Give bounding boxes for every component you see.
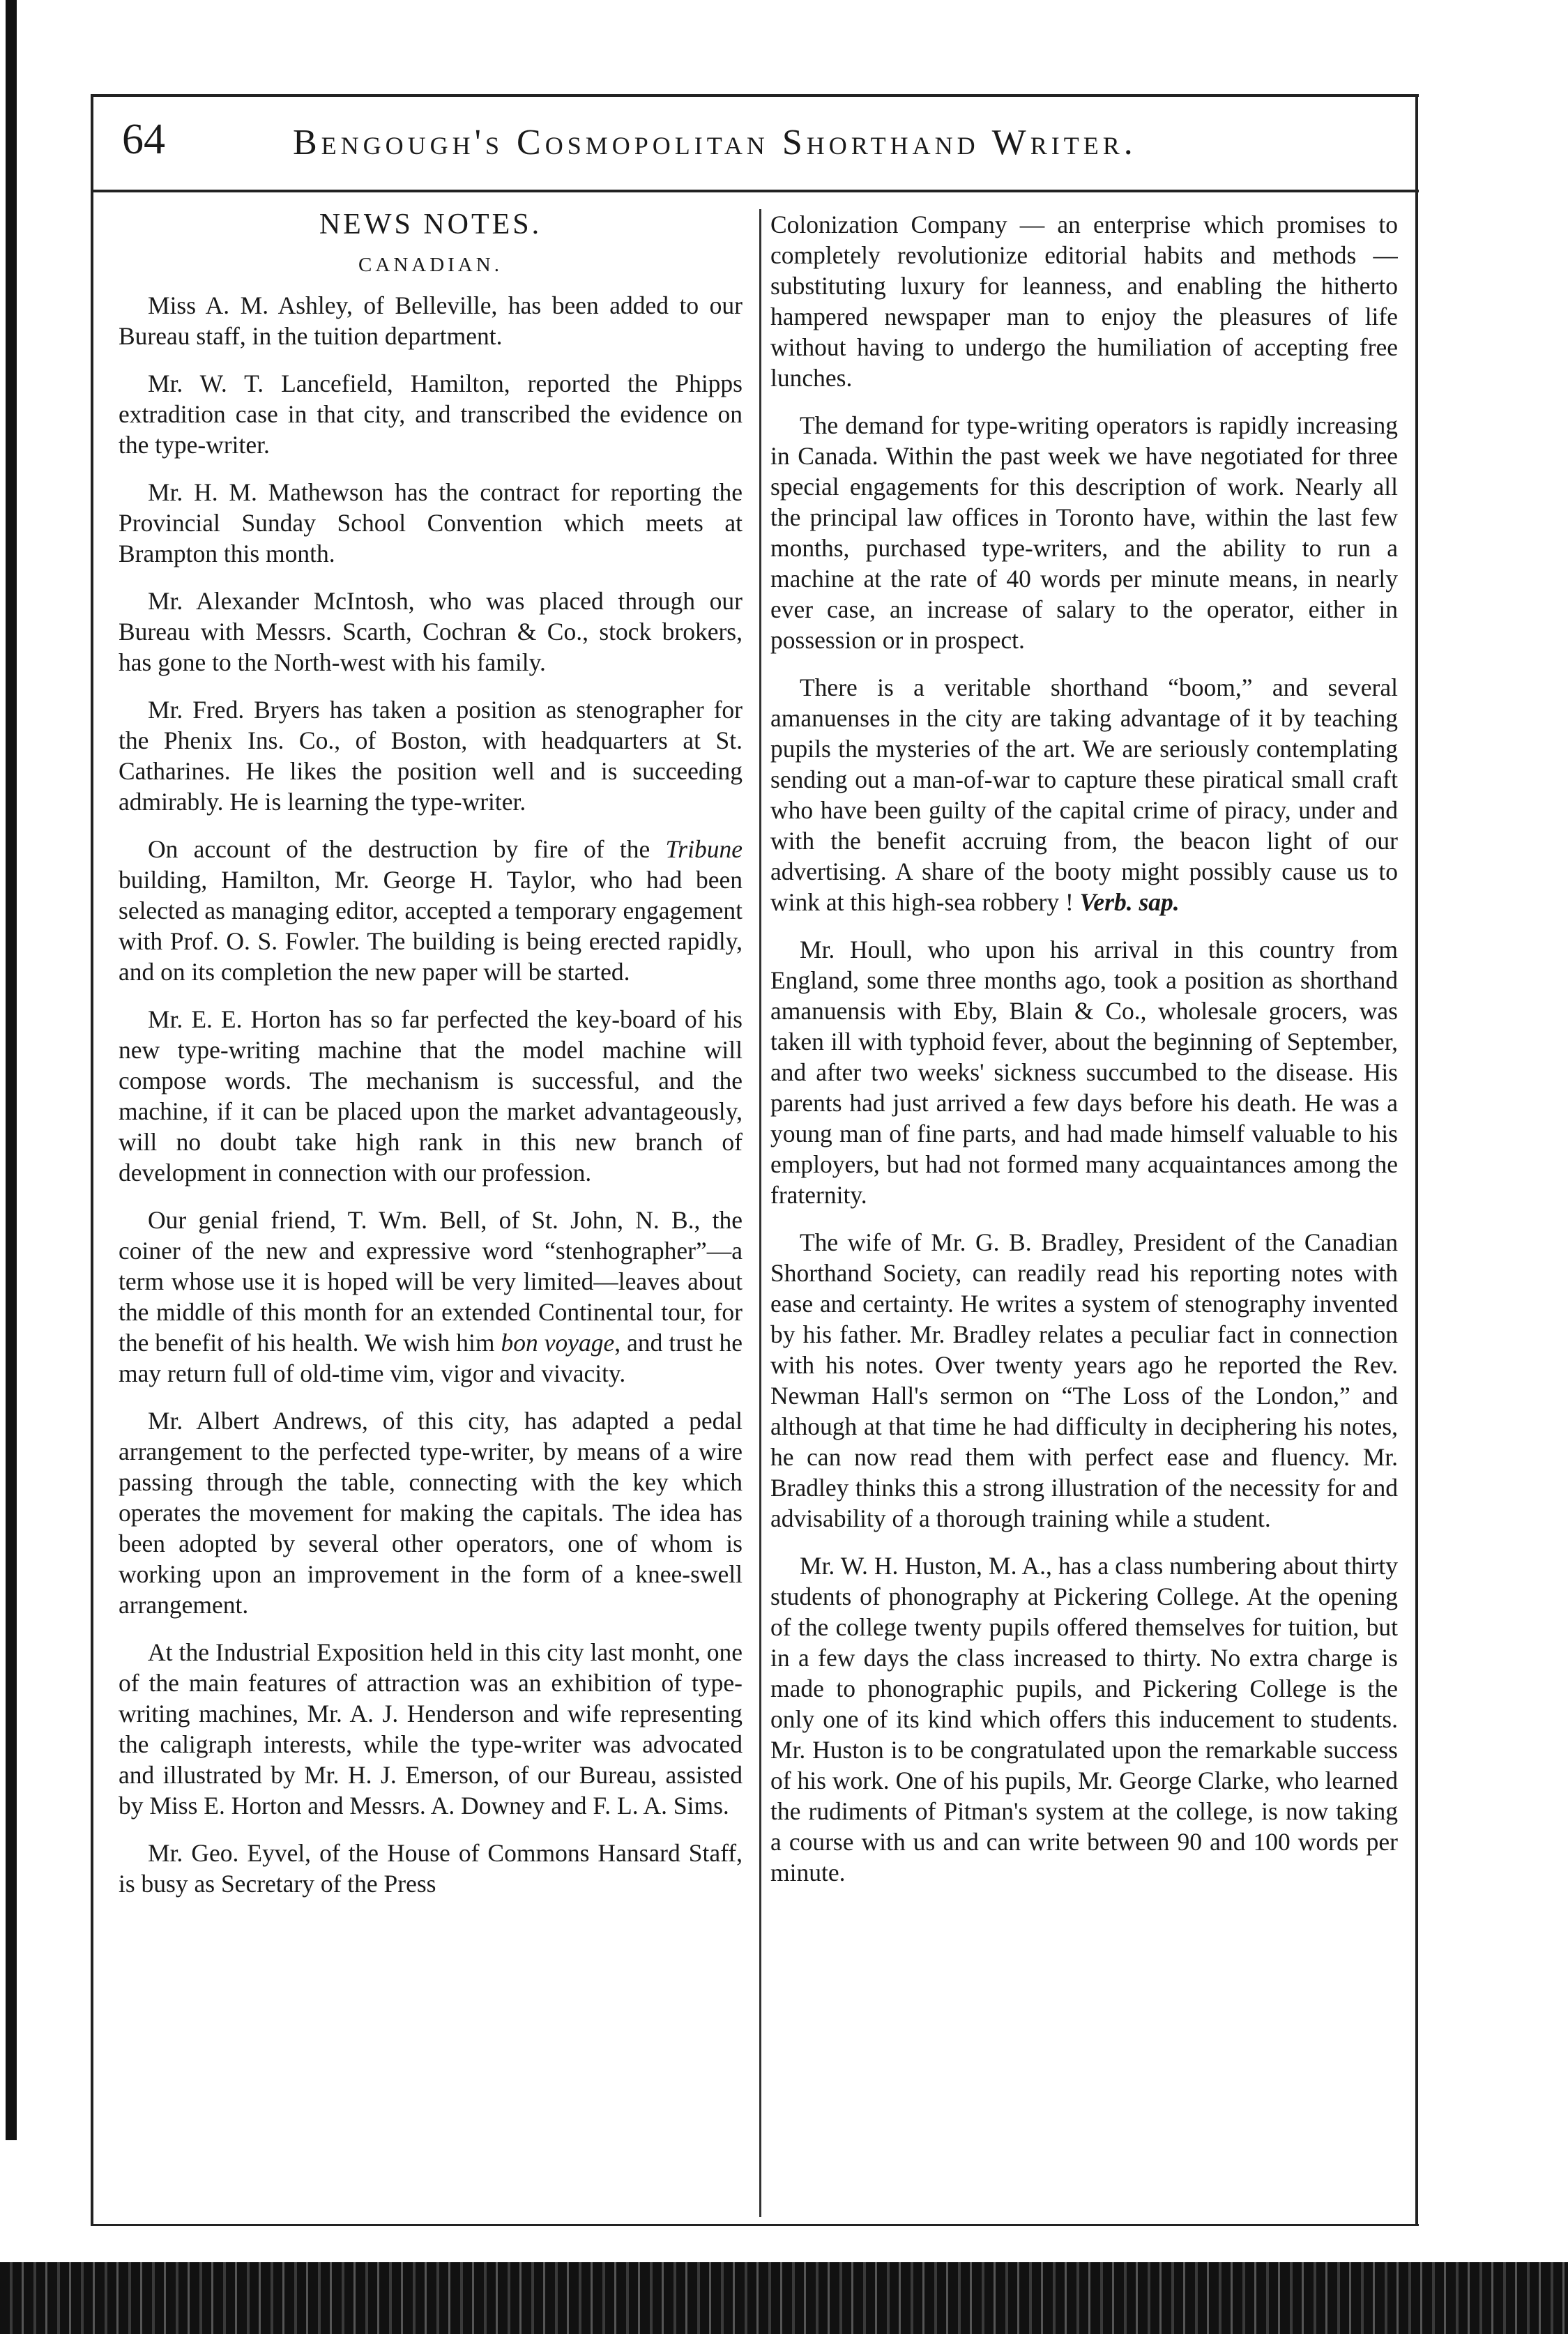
right-column [770, 209, 1398, 2220]
section-subtitle: CANADIAN. [358, 254, 503, 276]
paragraph [770, 672, 1398, 917]
paragraph: The demand for type-writing operators is rapidly increasing in Canada. Within the past week we have negotiated for three special engagements for this description of work. Nearly all the principal law offices in Toronto have, within the last few months, purchased type-writers, and the ability to run a machine at the rate of 40 words per minute means, in nearly ever case, an increase of salary to the operator, either in possession or in prospect. [770, 411, 1398, 654]
paragraph: At the Industrial Exposition held in this city last monht, one of the main features of attraction was an exhibition of type-writing machines, Mr. A. J. Henderson and wife representing the caligraph interests, while the type-writer was advocated and illustrated by Mr. H. J. Emerson, of our Bureau, assisted by Miss E. Horton and Messrs. A. Downey and F. L. A. Sims. [119, 1638, 743, 1820]
text-run: On account of the destruction by fire of the [148, 835, 666, 863]
paragraph [119, 834, 743, 987]
text-run: There is a veritable shorthand “boom,” and several amanuenses in the city are taking advantage of it by teaching pupils the mysteries of the art. We are seriously contemplating sending out a man-of-war to capture these piratical small craft who have been guilty of the capital crime of piracy, under and with the benefit accruing from, the beacon light of our advertising. A share of the booty might possibly cause us to wink at this high-sea robbery ! [770, 673, 1398, 916]
paragraph: Mr. W. H. Huston, M. A., has a class numbering about thirty students of phonography at Pickering College. At the opening of the college twenty pupils offered themselves for tuition, but in a few days the class increased to thirty. No extra charge is made to phonographic pupils, and Pickering College is the only one of its kind which offers this inducement to students. Mr. Huston is to be congratulated upon the remarkable success of his work. One of his pupils, Mr. George Clarke, who learned the rudiments of Pitman's system at the college, is now taking a course with us and can write between 90 and 100 words per minute. [770, 1552, 1398, 1886]
section-title: NEWS NOTES. [319, 209, 542, 241]
text-run: building, Hamilton, Mr. George H. Taylor, who had been selected as managing editor, accepted a temporary engagement with Prof. O. S. Fowler. The building is being erected rapidly, and on its completion the new paper will be started. [119, 866, 743, 986]
running-title: Bengough's Cosmopolitan Shorthand Writer. [293, 123, 1137, 162]
paragraph: Mr. Houll, who upon his arrival in this country from England, some three months ago, took a position as shorthand amanuensis with Eby, Blain & Co., wholesale grocers, was taken ill with typhoid fever, about the beginning of September, and after two weeks' sickness succumbed to the disease. His parents had just arrived a few days before his death. He was a young man of fine parts, and had made himself valuable to his employers, but had not formed many acquaintances among the fraternity. [770, 936, 1398, 1209]
text-run: Our genial friend, T. Wm. Bell, of St. John, N. B., the coiner of the new and expressive word “stenhographer”—a term whose use it is hoped will be very limited—leaves about the middle of this month for an extended Continental tour, for the benefit of his health. We wish him [119, 1206, 743, 1357]
page-frame-top [91, 94, 1419, 97]
italic-run: Tribune [665, 835, 743, 863]
paragraph: Mr. H. M. Mathewson has the contract for reporting the Provincial Sunday School Convention which meets at Brampton this month. [119, 478, 743, 567]
paragraph: Miss A. M. Ashley, of Belleville, has been added to our Bureau staff, in the tuition department. [119, 291, 743, 350]
paragraph: The wife of Mr. G. B. Bradley, President of the Canadian Shorthand Society, can readily read his reporting notes with ease and certainty. He writes a system of stenography invented by his father. Mr. Bradley relates a peculiar fact in connection with his notes. Over twenty years ago he reported the Rev. Newman Hall's sermon on “The Loss of the London,” and although at that time he had difficulty in deciphering his notes, he can now read them with perfect ease and fluency. Mr. Bradley thinks this a strong illustration of the necessity for and advisability of a thorough training while a student. [770, 1228, 1398, 1532]
text-run: , and trust he may return full of old-time vim, vigor and vivacity. [119, 1329, 743, 1387]
italic-run: bon voyage [501, 1329, 615, 1357]
paragraph: Mr. Albert Andrews, of this city, has adapted a pedal arrangement to the perfected type-writer, by means of a wire passing through the table, connecting with the key which operates the movement for making the capitals. The idea has been adopted by several other operators, one of whom is working upon an improvement in the form of a knee-swell arrangement. [119, 1407, 743, 1619]
page-number: 64 [122, 116, 165, 163]
left-column [119, 209, 743, 2220]
paragraph: Mr. Fred. Bryers has taken a position as stenographer for the Phenix Ins. Co., of Boston, with headquarters at St. Catharines. He likes the position well and is succeeding admirably. He is learning the type-writer. [119, 696, 743, 816]
paragraph: Mr. Geo. Eyvel, of the House of Commons Hansard Staff, is busy as Secretary of the Press [119, 1839, 743, 1898]
paragraph [119, 1205, 743, 1389]
header-rule [91, 190, 1419, 192]
italic-run: Verb. sap. [1079, 888, 1180, 916]
paragraph: Mr. Alexander McIntosh, who was placed through our Bureau with Messrs. Scarth, Cochran & Co., stock brokers, has gone to the North-west with his family. [119, 587, 743, 676]
page-frame-left [91, 94, 93, 2224]
scan-edge-band [0, 2262, 1568, 2334]
column-divider [759, 209, 761, 2217]
paragraph: Mr. W. T. Lancefield, Hamilton, reported the Phipps extradition case in that city, and transcribed the evidence on the type-writer. [119, 369, 743, 459]
binding-edge [6, 0, 17, 2140]
paragraph: Colonization Company — an enterprise which promises to completely revolutionize editorial habits and methods — substituting luxury for leanness, and enabling the hitherto hampered newspaper man to enjoy the pleasures of life without having to undergo the humiliation of accepting free lunches. [770, 211, 1398, 392]
paragraph: Mr. E. E. Horton has so far perfected the key-board of his new type-writing machine that the model machine will compose words. The mechanism is successful, and the machine, if it can be placed upon the market advantageously, will no doubt take high rank in this new branch of development in connection with our profession. [119, 1005, 743, 1187]
page-frame-right [1415, 94, 1418, 2224]
bottom-rule [91, 2224, 1419, 2226]
